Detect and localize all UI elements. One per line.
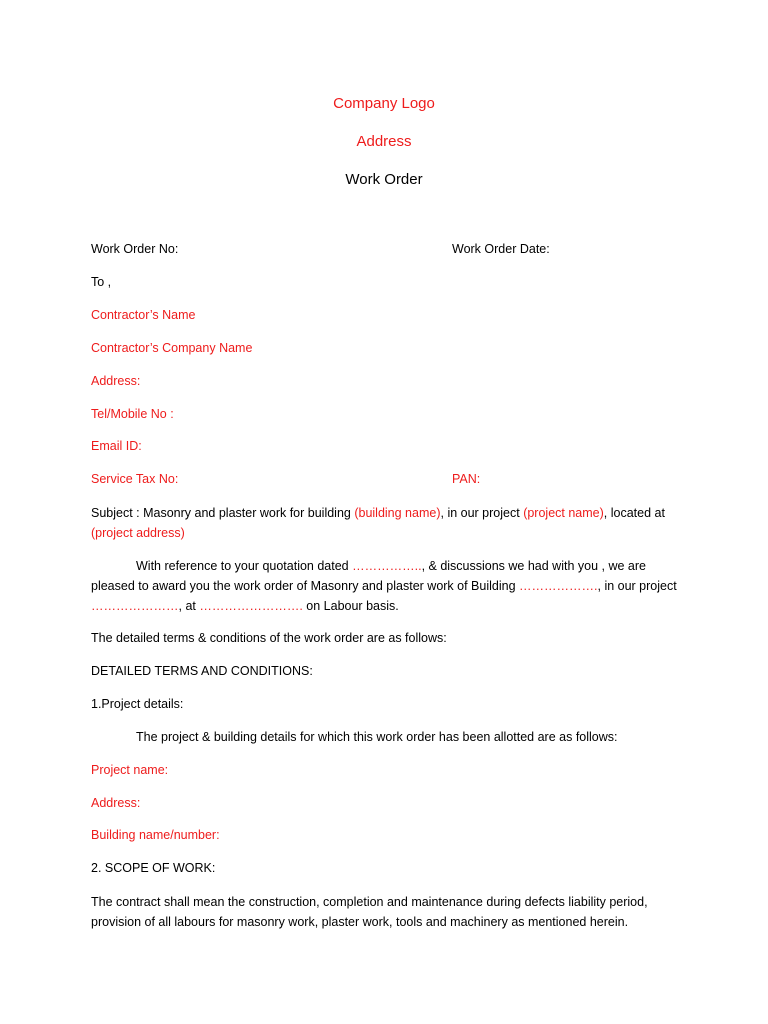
service-tax-label: Service Tax No:: [91, 472, 179, 486]
building-name-label: Building name/number:: [91, 828, 220, 842]
pan-label: PAN:: [452, 472, 481, 486]
project-address-placeholder: (project address): [91, 526, 185, 540]
location-blank: …………………….: [199, 599, 303, 613]
tel-label: Tel/Mobile No :: [91, 407, 174, 421]
contractor-name-placeholder: Contractor’s Name: [91, 308, 196, 322]
project-name-placeholder: (project name): [523, 506, 604, 520]
work-order-date-label: Work Order Date:: [452, 242, 550, 256]
reference-text: on Labour basis.: [302, 599, 399, 613]
reference-text: With reference to your quotation dated: [136, 559, 353, 573]
project-name-label: Project name:: [91, 763, 169, 777]
scope-text: The contract shall mean the construction, completion and maintenance during defects liability period, provision of all labours for masonry work, plaster work, tools and machinery as mentioned herein.: [91, 895, 648, 929]
subject-text: Subject : Masonry and plaster work for building: [91, 506, 355, 520]
scope-heading: 2. SCOPE OF WORK:: [91, 861, 216, 875]
building-blank: ……………….: [519, 579, 598, 593]
company-address-placeholder: Address: [356, 133, 412, 150]
reference-text: , at: [178, 599, 200, 613]
reference-text: , in our project: [597, 579, 677, 593]
email-label: Email ID:: [91, 439, 142, 453]
subject-text: , in our project: [440, 506, 524, 520]
terms-intro: The detailed terms & conditions of the work order are as follows:: [91, 631, 447, 645]
contractor-address-label: Address:: [91, 374, 141, 388]
project-blank: …………………: [91, 599, 179, 613]
document-title: [0, 171, 768, 188]
project-details-heading: 1.Project details:: [91, 697, 184, 711]
building-name-placeholder: (building name): [354, 506, 441, 520]
subject-text: , located at: [603, 506, 665, 520]
project-address-label: Address:: [91, 796, 141, 810]
title-suffix: rder: [395, 171, 423, 188]
to-label: To ,: [91, 275, 112, 289]
company-logo-placeholder: Company Logo: [333, 95, 435, 112]
reference-paragraph: [91, 556, 691, 616]
terms-heading: DETAILED TERMS AND CONDITIONS:: [91, 664, 313, 678]
title-prefix: Work: [345, 171, 385, 188]
reference-text: , & discussions we had with you , we are pleased to award you the work order of Masonry and plaster work of Building: [91, 559, 646, 593]
subject-paragraph: [91, 503, 691, 543]
work-order-no-label: Work Order No:: [91, 242, 179, 256]
quotation-date-blank: ……………..: [352, 559, 422, 573]
project-details-intro: The project & building details for which this work order has been allotted are as follows:: [136, 730, 618, 744]
title-o: O: [384, 171, 396, 188]
contractor-company-placeholder: Contractor’s Company Name: [91, 341, 253, 355]
